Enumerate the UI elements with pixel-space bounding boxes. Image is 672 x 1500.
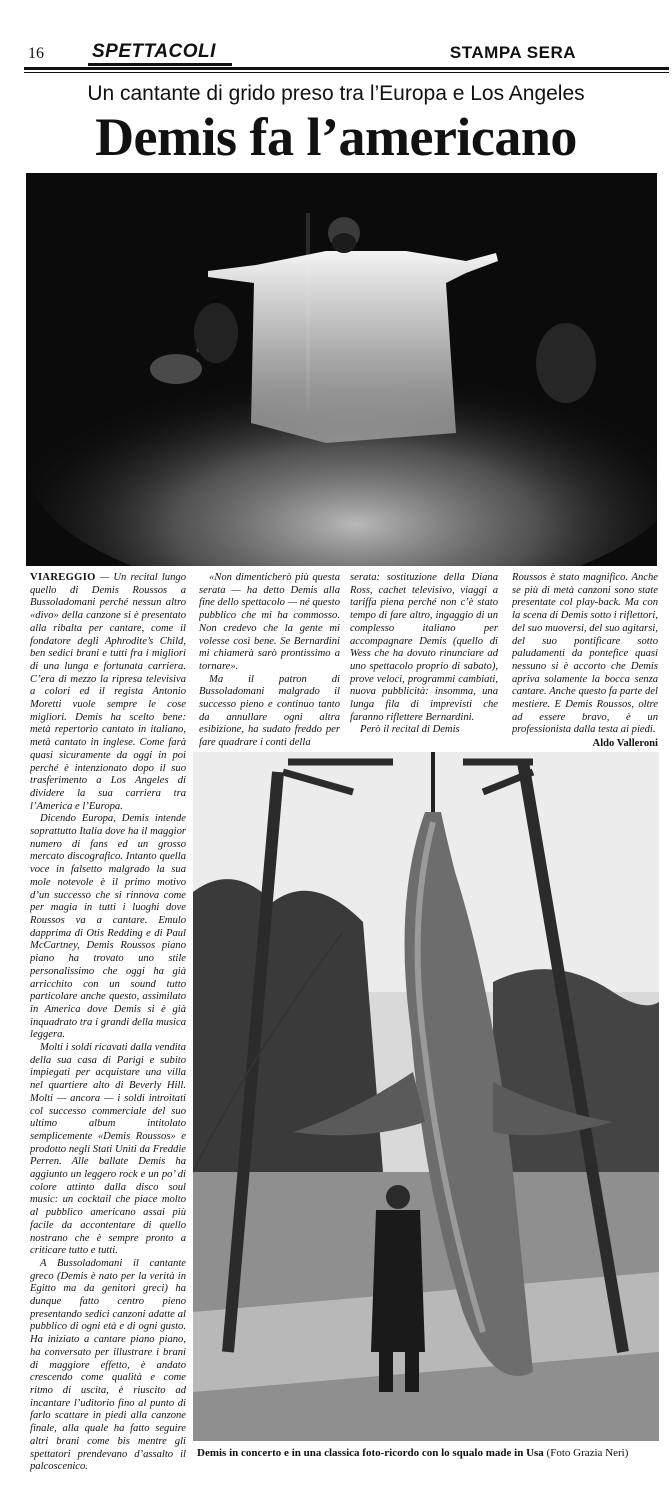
photo-caption [197, 1447, 672, 1459]
newspaper-name: STAMPA SERA [449, 43, 576, 62]
page-number: 16 [28, 45, 44, 62]
dateline: VIAREGGIO [30, 572, 96, 583]
byline: Aldo Valleroni [592, 738, 658, 748]
photo-credit: (Foto Grazia Neri) [546, 1447, 629, 1459]
article-paragraph: A Bussoladomani il cantante greco (Demis è nato per la verità in Egitto ma da genitori greci) ha dunque fatto centro pieno presentando sedici canzoni adatte al pubblico di ogni età e di ogni gusto. Ha iniziato a cantare piano piano, ha conversato per illustrare i brani di maggiore effetto, è andato crescendo come qualità e come ritmo di uscita, è riuscito ad incantare l’uditorio fino al punto di farlo scattare in piedi alla canzone finale, alla quale ha fatto seguire altri brani come bis mentre gli spettatori prendevano d’assalto il palcoscenico. [30, 1257, 186, 1473]
article-paragraph: Molti i soldi ricavati dalla vendita della sua casa di Parigi e subito impiegati per acquistare una villa nel quartiere alto di Beverly Hill. Molti — ancora — i soldi introitati col successo commerciale del suo ultimo album intitolato semplicemente «Demis Roussos» e prodotto negli Stati Uniti da Freddie Perren. Alle ballate Demis ha aggiunto un leggero rock e un po’ di colore attinto dalla disco soul music: un cocktail che piace molto al pubblico americano assai più facile da accontentare di quello nostrano che è sempre pronto a criticare tutto e tutti. [30, 1042, 186, 1257]
article-kicker: Un cantante di grido preso tra l’Europa e Los Angeles [87, 82, 585, 105]
concert-photo [26, 173, 657, 566]
masthead-rule [24, 67, 669, 70]
article-paragraph: serata: sostituzione della Diana Ross, cachet televisivo, viaggi a tariffa piena perché non c’è stato tempo di fare altro, ingaggio di un complesso italiano per accompagnare Demis (quello di Wess che ha dovuto rinunciare ad uno spettacolo proprio di sabato), prove veloci, programmi cambiati, nuova pubblicità: insomma, una lunga fila di imprevisti che faranno riflettere Bernardini. [350, 572, 498, 723]
section-underline [88, 63, 232, 66]
caption-text: Demis in concerto e in una classica foto-ricordo con lo squalo made in Usa [197, 1447, 544, 1459]
article-column-3 [350, 572, 498, 748]
article-paragraph: Roussos è stato magnifico. Anche se più di metà canzoni sono state presentate col play-back. Ma con la scena di Demis sotto i riflettori, del suo muoversi, del suo agitarsi, del suo pontificare sotto paludamenti da pontefice quasi nessuno si è accorto che Demis apriva solamente la bocca senza cantare. Anche questo fa parte del mestiere. E Demis Roussos, oltre ad essere bravo, è un professionista dalla testa ai piedi. [512, 572, 658, 736]
article-column-4 [512, 572, 658, 748]
article-paragraph: Dicendo Europa, Demis intende soprattutto Italia dove ha il maggior numero di fans ed un grosso mercato discografico. Intanto quella voce in falsetto malgrado la sua mole notevole è il primo motivo d’un successo che si rinnova come per magia in tutti i luoghi dove Roussos va a cantare. Emulo dapprima di Otis Redding e di Paul McCartney, Demis Roussos piano piano ha trovato uno stile personalissimo che oggi ha già arricchito con un sound tutto particolare anche questo, assimilato in America dove Demis si è già inquadrato tra i grandi della musica leggera. [30, 813, 186, 1041]
article-paragraph: Ma il patron di Bussoladomani malgrado il successo pieno e continuo tanto da annullare ogni altra esibizione, ha sudato freddo per fare quadrare i conti della [199, 673, 340, 748]
article-column-2 [199, 572, 340, 748]
masthead-rule-thin [24, 72, 669, 73]
article-paragraph: Però il recital di Demis [360, 724, 460, 736]
article-paragraph: «Non dimenticherò più questa serata — ha detto Demis alla fine dello spettacolo — né questo pubblico che mi ha commosso. Non credevo che la gente mi volesse così bene. Se Bernardini mi chiamerà sarò prontissimo a tornare». [199, 572, 340, 672]
article-column-1 [30, 572, 186, 1492]
shark-photo [193, 752, 659, 1441]
article-paragraph [30, 572, 186, 813]
masthead [0, 40, 672, 70]
article-headline: Demis fa l’americano [95, 107, 577, 167]
paragraph-text: — Un recital lungo quello di Demis Roussos a Bussoladomani perché nessun altro «divo» della canzone si è presentato alla ribalta per cantare, come il fondatore degli Aphrodite’s Child, ben sedici brani e tutti fra i migliori di una lunga e fortunata carriera. C’era di mezzo la ripresa televisiva a colori ed il regista Antonio Moretti vuole sempre le cose migliori. Demis ha scelto bene: metà repertorio cantato in italiano, metà cantato in inglese. Come farà quasi sicuramente da oggi in poi perché è intenzionato dopo il suo trasferimento a Los Angeles di dividere la sua carriera tra l’America e l’Europa. [30, 572, 186, 812]
section-name: SPETTACOLI [92, 41, 216, 62]
